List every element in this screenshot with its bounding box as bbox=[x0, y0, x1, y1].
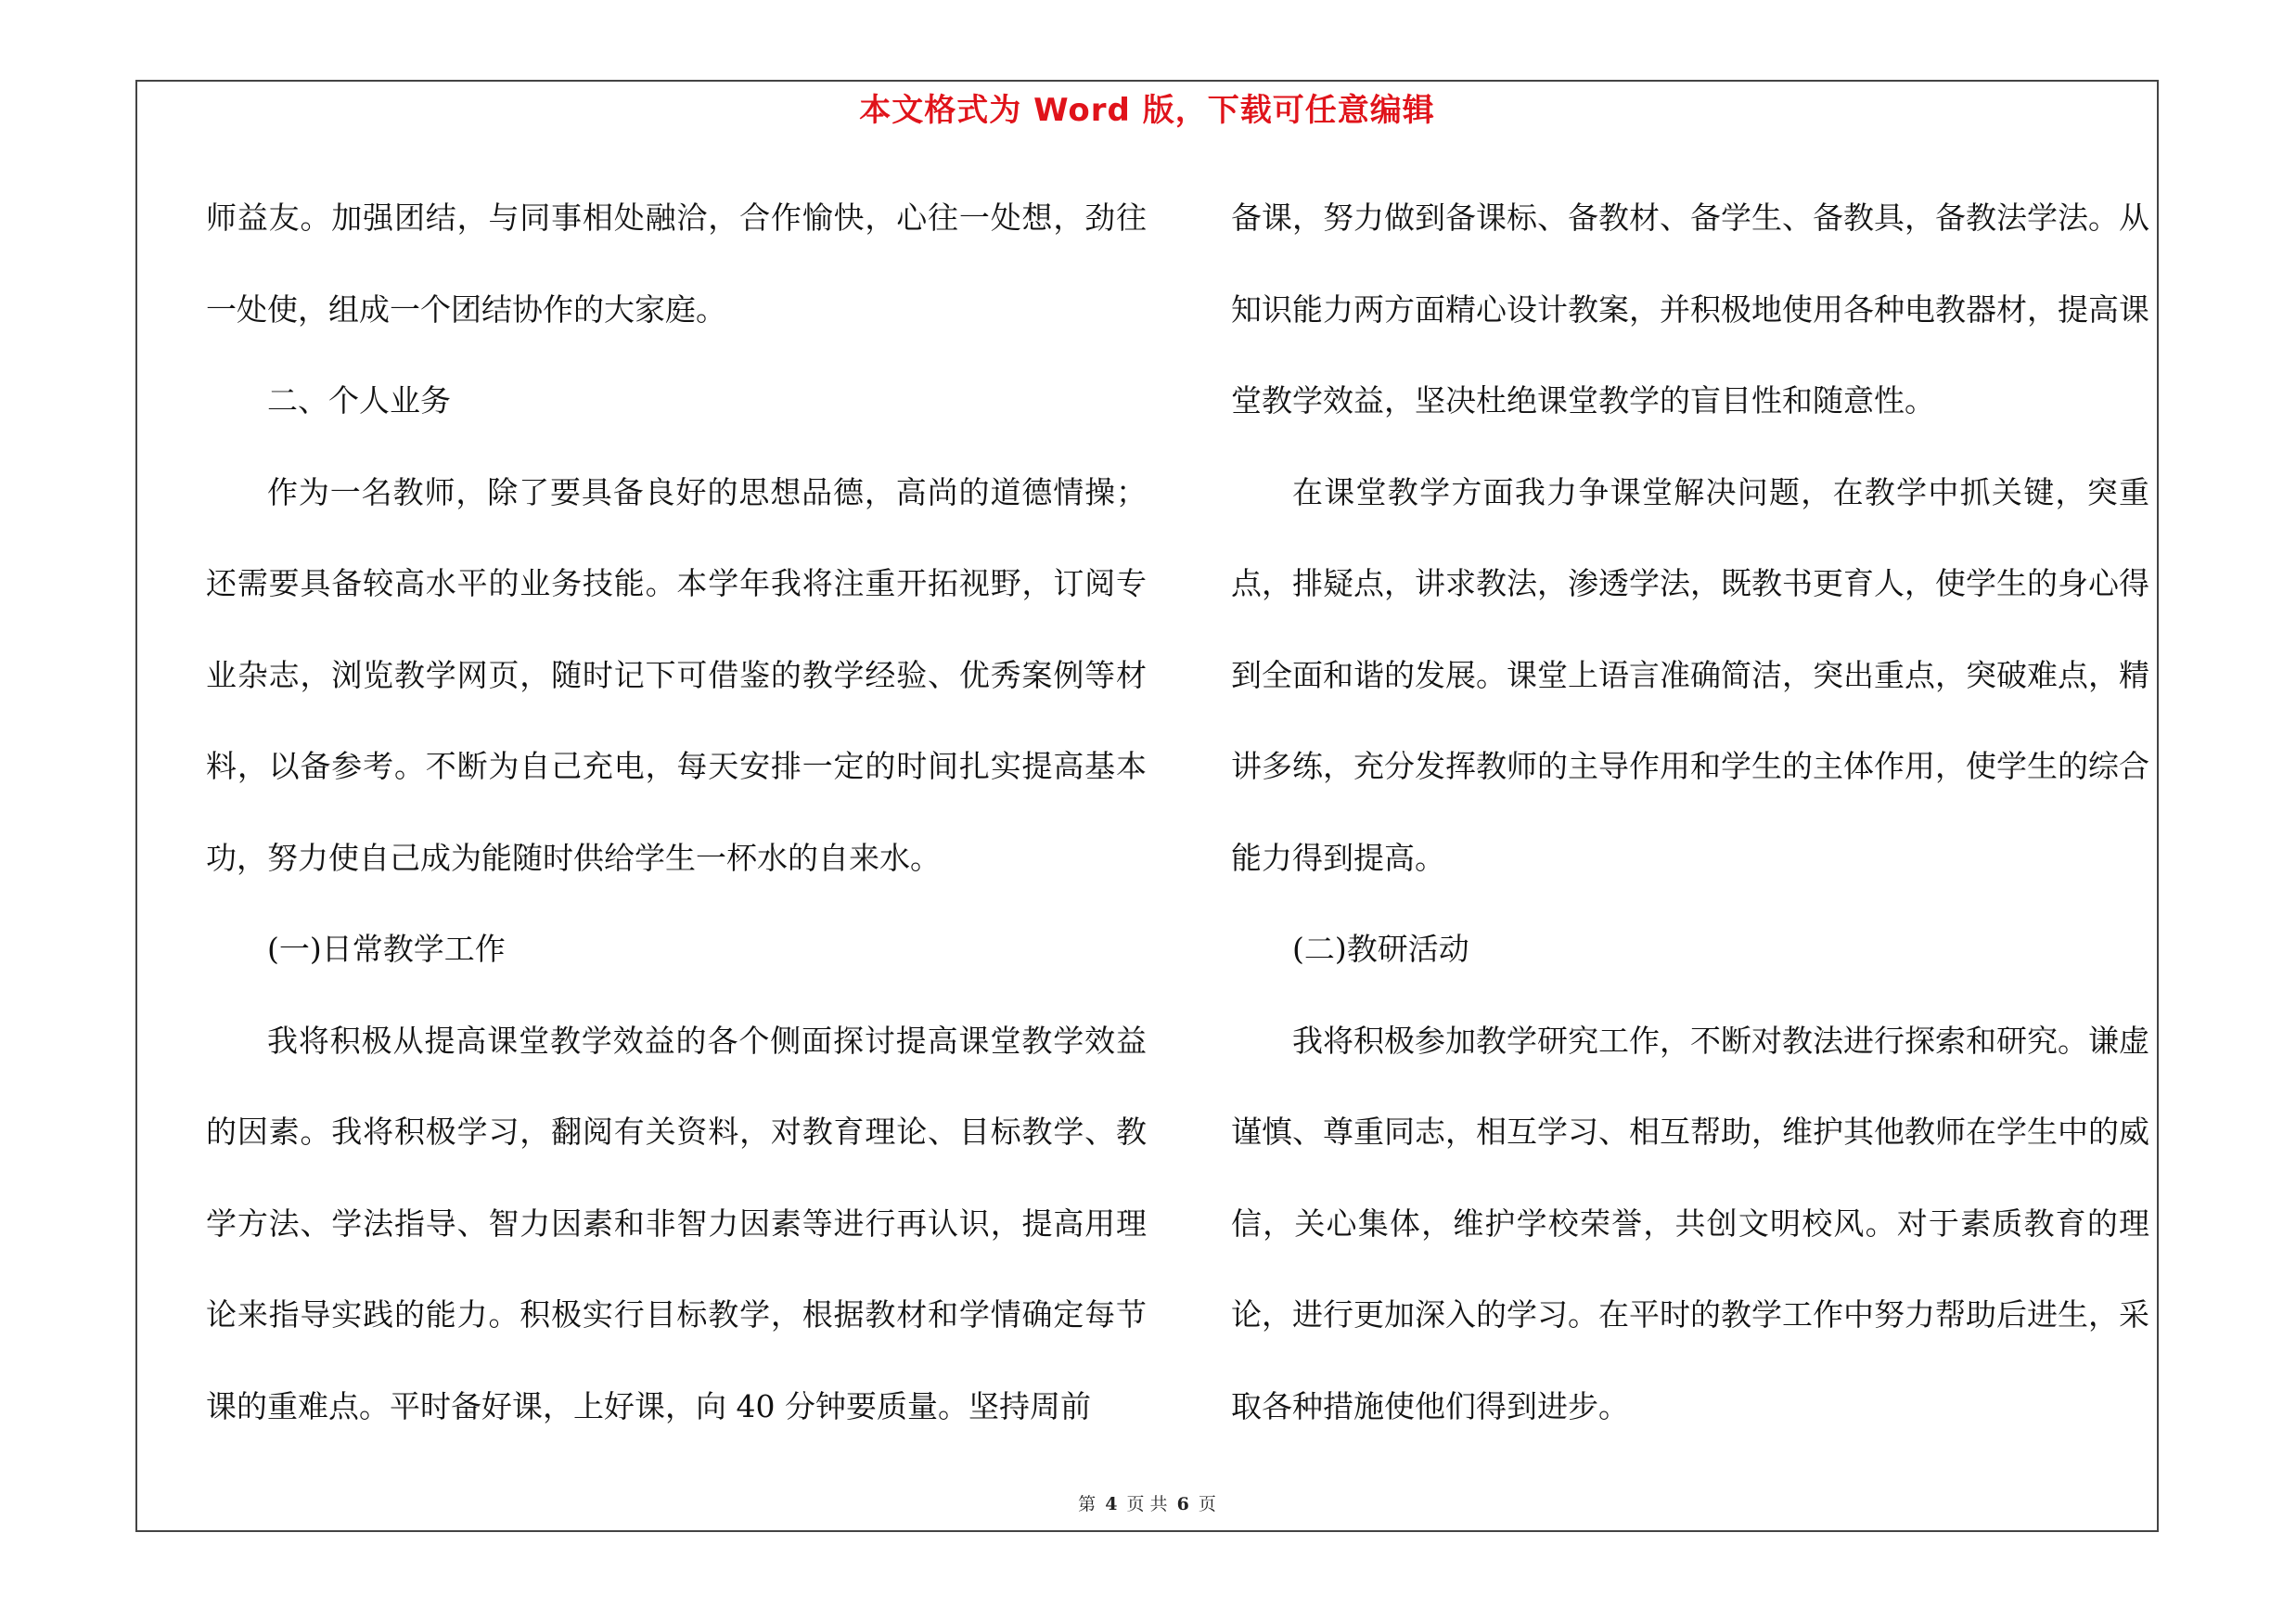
paragraph: 我将积极从提高课堂教学效益的各个侧面探讨提高课堂教学效益的因素。我将积极学习，翻阅有关资料，对教育理论、目标教学、教学方法、学法指导、智力因素和非智力因素等进行再认识，提高用理论来指导实践的能力。积极实行目标教学，根据教材和学情确定每节课的重难点。平时备好课，上好课，向 40 分钟要质量。坚持周前 bbox=[206, 1022, 1147, 1424]
document-page bbox=[135, 80, 2159, 1532]
left-text-column bbox=[206, 173, 1147, 1452]
paragraph: 作为一名教师，除了要具备良好的思想品德，高尚的道德情操；还需要具备较高水平的业务技能。本学年我将注重开拓视野，订阅专业杂志，浏览教学网页，随时记下可借鉴的教学经验、优秀案例等材料，以备参考。不断为自己充电，每天安排一定的时间扎实提高基本功，努力使自己成为能随时供给学生一杯水的自来水。 bbox=[206, 473, 1147, 876]
subsection-heading-teaching-research: (二)教研活动 bbox=[1292, 931, 1469, 967]
right-text-column bbox=[1231, 173, 2149, 1452]
total-pages-number: 6 bbox=[1176, 1494, 1189, 1514]
paragraph: 在课堂教学方面我力争课堂解决问题，在教学中抓关键，突重点，排疑点，讲求教法，渗透学法，既教书更育人，使学生的身心得到全面和谐的发展。课堂上语言准确简洁，突出重点，突破难点，精讲多练，充分发挥教师的主导作用和学生的主体作用，使学生的综合能力得到提高。 bbox=[1231, 473, 2149, 876]
footer-prefix: 第 bbox=[1078, 1494, 1097, 1514]
paragraph-continuation: 备课，努力做到备课标、备教材、备学生、备教具，备教法学法。从知识能力两方面精心设计教案，并积极地使用各种电教器材，提高课堂教学效益，坚决杜绝课堂教学的盲目性和随意性。 bbox=[1231, 200, 2149, 419]
paragraph: 我将积极参加教学研究工作，不断对教法进行探索和研究。谦虚谨慎、尊重同志，相互学习、相互帮助，维护其他教师在学生中的威信，关心集体，维护学校荣誉，共创文明校风。对于素质教育的理论，进行更加深入的学习。在平时的教学工作中努力帮助后进生，采取各种措施使他们得到进步。 bbox=[1231, 1022, 2149, 1424]
subsection-heading-daily-teaching: (一)日常教学工作 bbox=[267, 931, 506, 967]
current-page-number: 4 bbox=[1105, 1494, 1118, 1514]
footer-middle: 页 共 bbox=[1126, 1494, 1168, 1514]
word-format-banner: 本文格式为 Word 版，下载可任意编辑 bbox=[859, 92, 1435, 129]
page-footer bbox=[137, 1490, 2157, 1515]
section-heading-personal-work: 二、个人业务 bbox=[267, 382, 451, 419]
footer-suffix: 页 bbox=[1198, 1494, 1216, 1514]
paragraph-continuation: 师益友。加强团结，与同事相处融洽，合作愉快，心往一处想，劲往一处使，组成一个团结协作的大家庭。 bbox=[206, 200, 1147, 328]
